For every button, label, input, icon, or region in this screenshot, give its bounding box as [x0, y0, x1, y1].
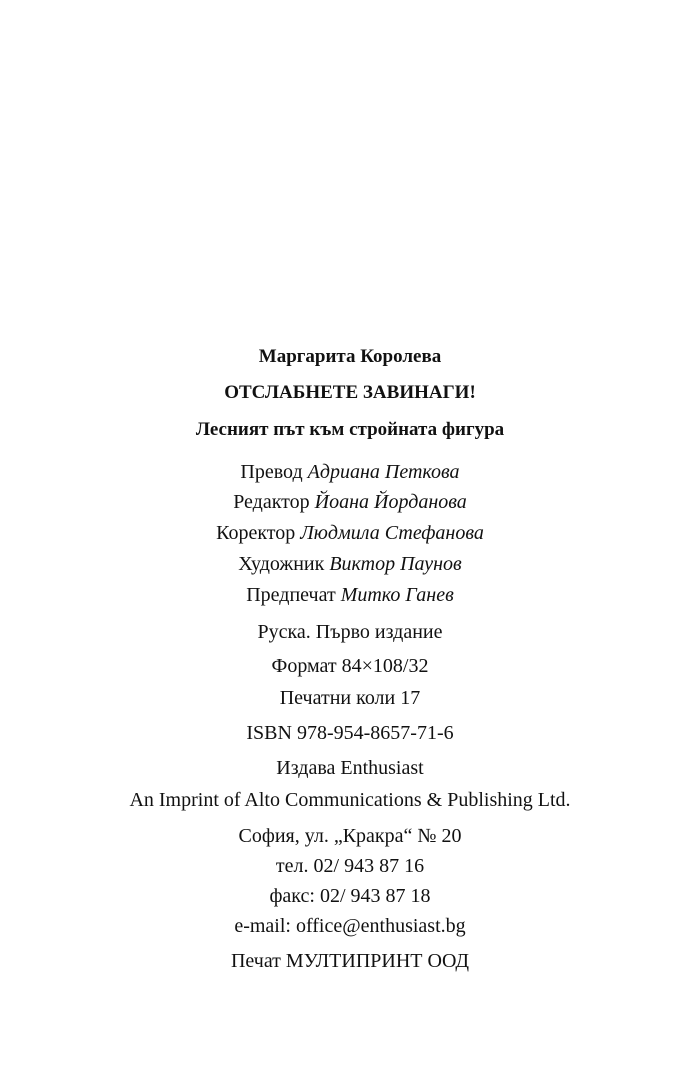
publisher: Издава Enthusiast	[276, 757, 424, 779]
credit-role: Превод	[240, 461, 303, 483]
edition-info: Руска. Първо издание	[257, 621, 443, 643]
credit-role: Коректор	[216, 522, 296, 544]
credit-role: Предпечат	[246, 584, 336, 606]
imprint: An Imprint of Alto Communications & Publishing Ltd.	[129, 789, 571, 811]
printer: Печат МУЛТИПРИНТ ООД	[230, 950, 470, 972]
credit-artist	[0, 554, 700, 574]
address: София, ул. „Кракра“ № 20	[238, 825, 462, 847]
email: e-mail: office@enthusiast.bg	[234, 915, 466, 937]
credit-person: Митко Ганев	[340, 584, 454, 606]
credit-person: Йоана Йорданова	[314, 491, 467, 513]
credit-person: Людмила Стефанова	[300, 522, 484, 544]
isbn: ISBN 978-954-8657-71-6	[246, 722, 454, 744]
book-title: ОТСЛАБНЕТЕ ЗАВИНАГИ!	[224, 382, 476, 403]
credit-person: Адриана Петкова	[307, 461, 460, 483]
format-info: Формат 84×108/32	[271, 655, 429, 677]
phone: тел. 02/ 943 87 16	[275, 855, 425, 877]
credit-role: Редактор	[233, 491, 310, 513]
printed-sheets: Печатни коли 17	[279, 687, 421, 709]
book-subtitle: Лесният път към стройната фигура	[195, 419, 505, 440]
credit-translation	[0, 462, 700, 482]
credit-proofreader	[0, 523, 700, 543]
credit-editor	[0, 492, 700, 512]
credit-person: Виктор Паунов	[329, 553, 462, 575]
author-name: Маргарита Королева	[258, 346, 442, 367]
fax: факс: 02/ 943 87 18	[269, 885, 431, 907]
credit-role: Художник	[238, 553, 325, 575]
credit-prepress	[0, 585, 700, 605]
